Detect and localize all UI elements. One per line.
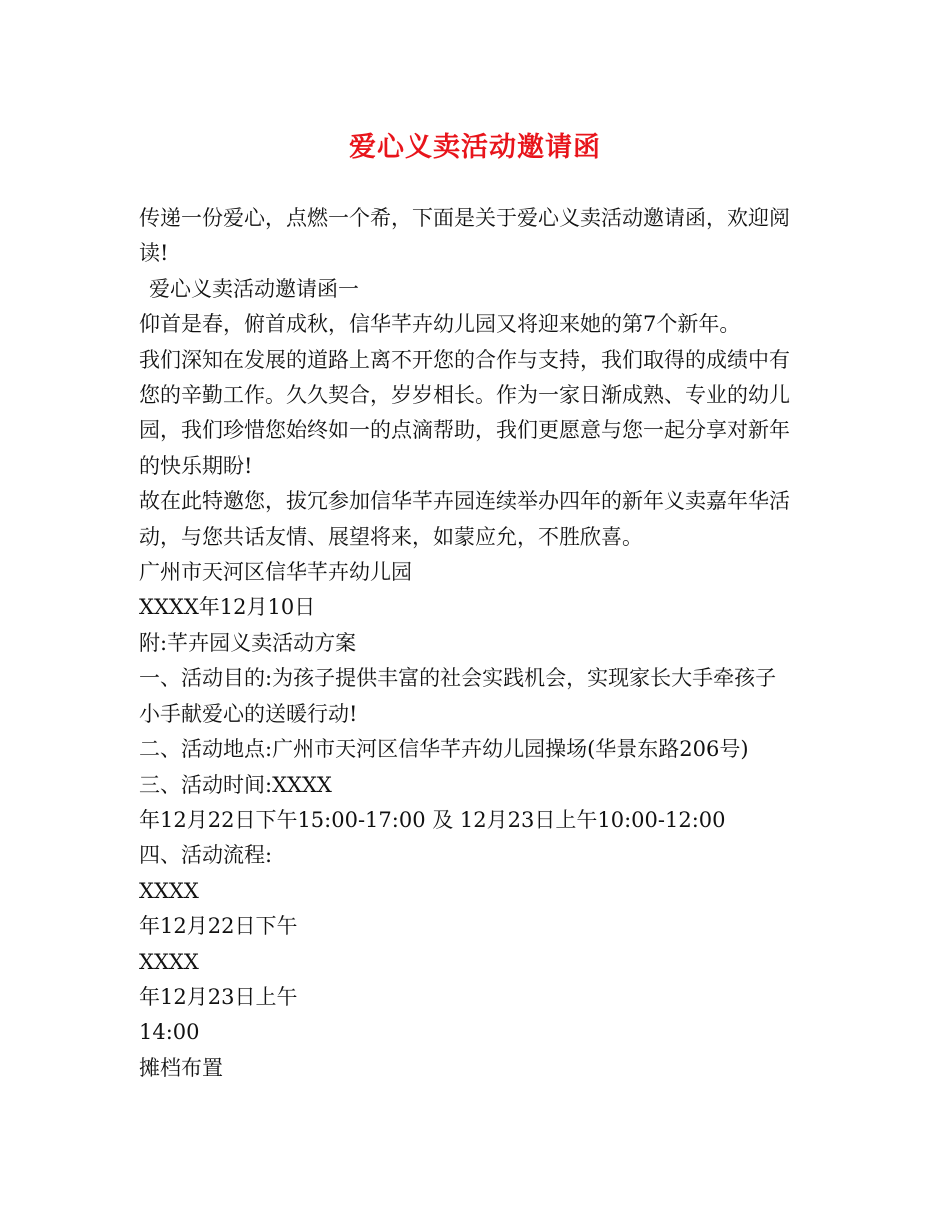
paragraph-line: 小手献爱心的送暖行动! — [139, 701, 358, 726]
paragraph-line: 年12月22日下午 — [139, 914, 298, 939]
document-title: 爱心义卖活动邀请函 — [349, 132, 601, 163]
paragraph-line: 摊档布置 — [139, 1055, 223, 1080]
paragraph-line: 二、活动地点:广州市天河区信华芊卉幼儿园操场(华景东路206号) — [139, 737, 749, 762]
paragraph-line: 的快乐期盼! — [139, 453, 253, 478]
paragraph-line: 三、活动时间:XXXX — [139, 772, 332, 797]
section-heading: 爱心义卖活动邀请函一 — [149, 276, 359, 301]
paragraph-line: 14:00 — [139, 1020, 200, 1045]
paragraph-line: 仰首是春，俯首成秋，信华芊卉幼儿园又将迎来她的第7个新年。 — [139, 312, 741, 337]
paragraph-line: XXXX — [139, 949, 199, 974]
paragraph-line: 故在此特邀您，拔冗参加信华芊卉园连续举办四年的新年义卖嘉年华活 — [139, 489, 790, 514]
signature-organization: 广州市天河区信华芊卉幼儿园 — [139, 560, 412, 585]
paragraph-line: 读! — [139, 241, 169, 266]
appendix-heading: 附:芊卉园义卖活动方案 — [139, 630, 357, 655]
paragraph-line: 传递一份爱心，点燃一个希，下面是关于爱心义卖活动邀请函，欢迎阅 — [139, 206, 790, 230]
document-body — [139, 201, 819, 1086]
paragraph-line: 年12月22日下午15:00-17:00 及 12月23日上午10:00-12:00 — [139, 807, 726, 832]
paragraph-line: 年12月23日上午 — [139, 984, 298, 1009]
paragraph-line: 您的辛勤工作。久久契合，岁岁相长。作为一家日渐成熟、专业的幼儿 — [139, 383, 790, 408]
paragraph-line: 园，我们珍惜您始终如一的点滴帮助，我们更愿意与您一起分享对新年 — [139, 418, 790, 443]
signature-date: XXXX年12月10日 — [139, 595, 316, 620]
paragraph-line: 四、活动流程: — [139, 843, 273, 868]
paragraph-line: XXXX — [139, 878, 199, 903]
paragraph-line: 一、活动目的:为孩子提供丰富的社会实践机会，实现家长大手牵孩子 — [139, 666, 777, 691]
paragraph-line: 我们深知在发展的道路上离不开您的合作与支持，我们取得的成绩中有 — [139, 347, 790, 372]
paragraph-line: 动，与您共话友情、展望将来，如蒙应允，不胜欣喜。 — [139, 524, 643, 549]
